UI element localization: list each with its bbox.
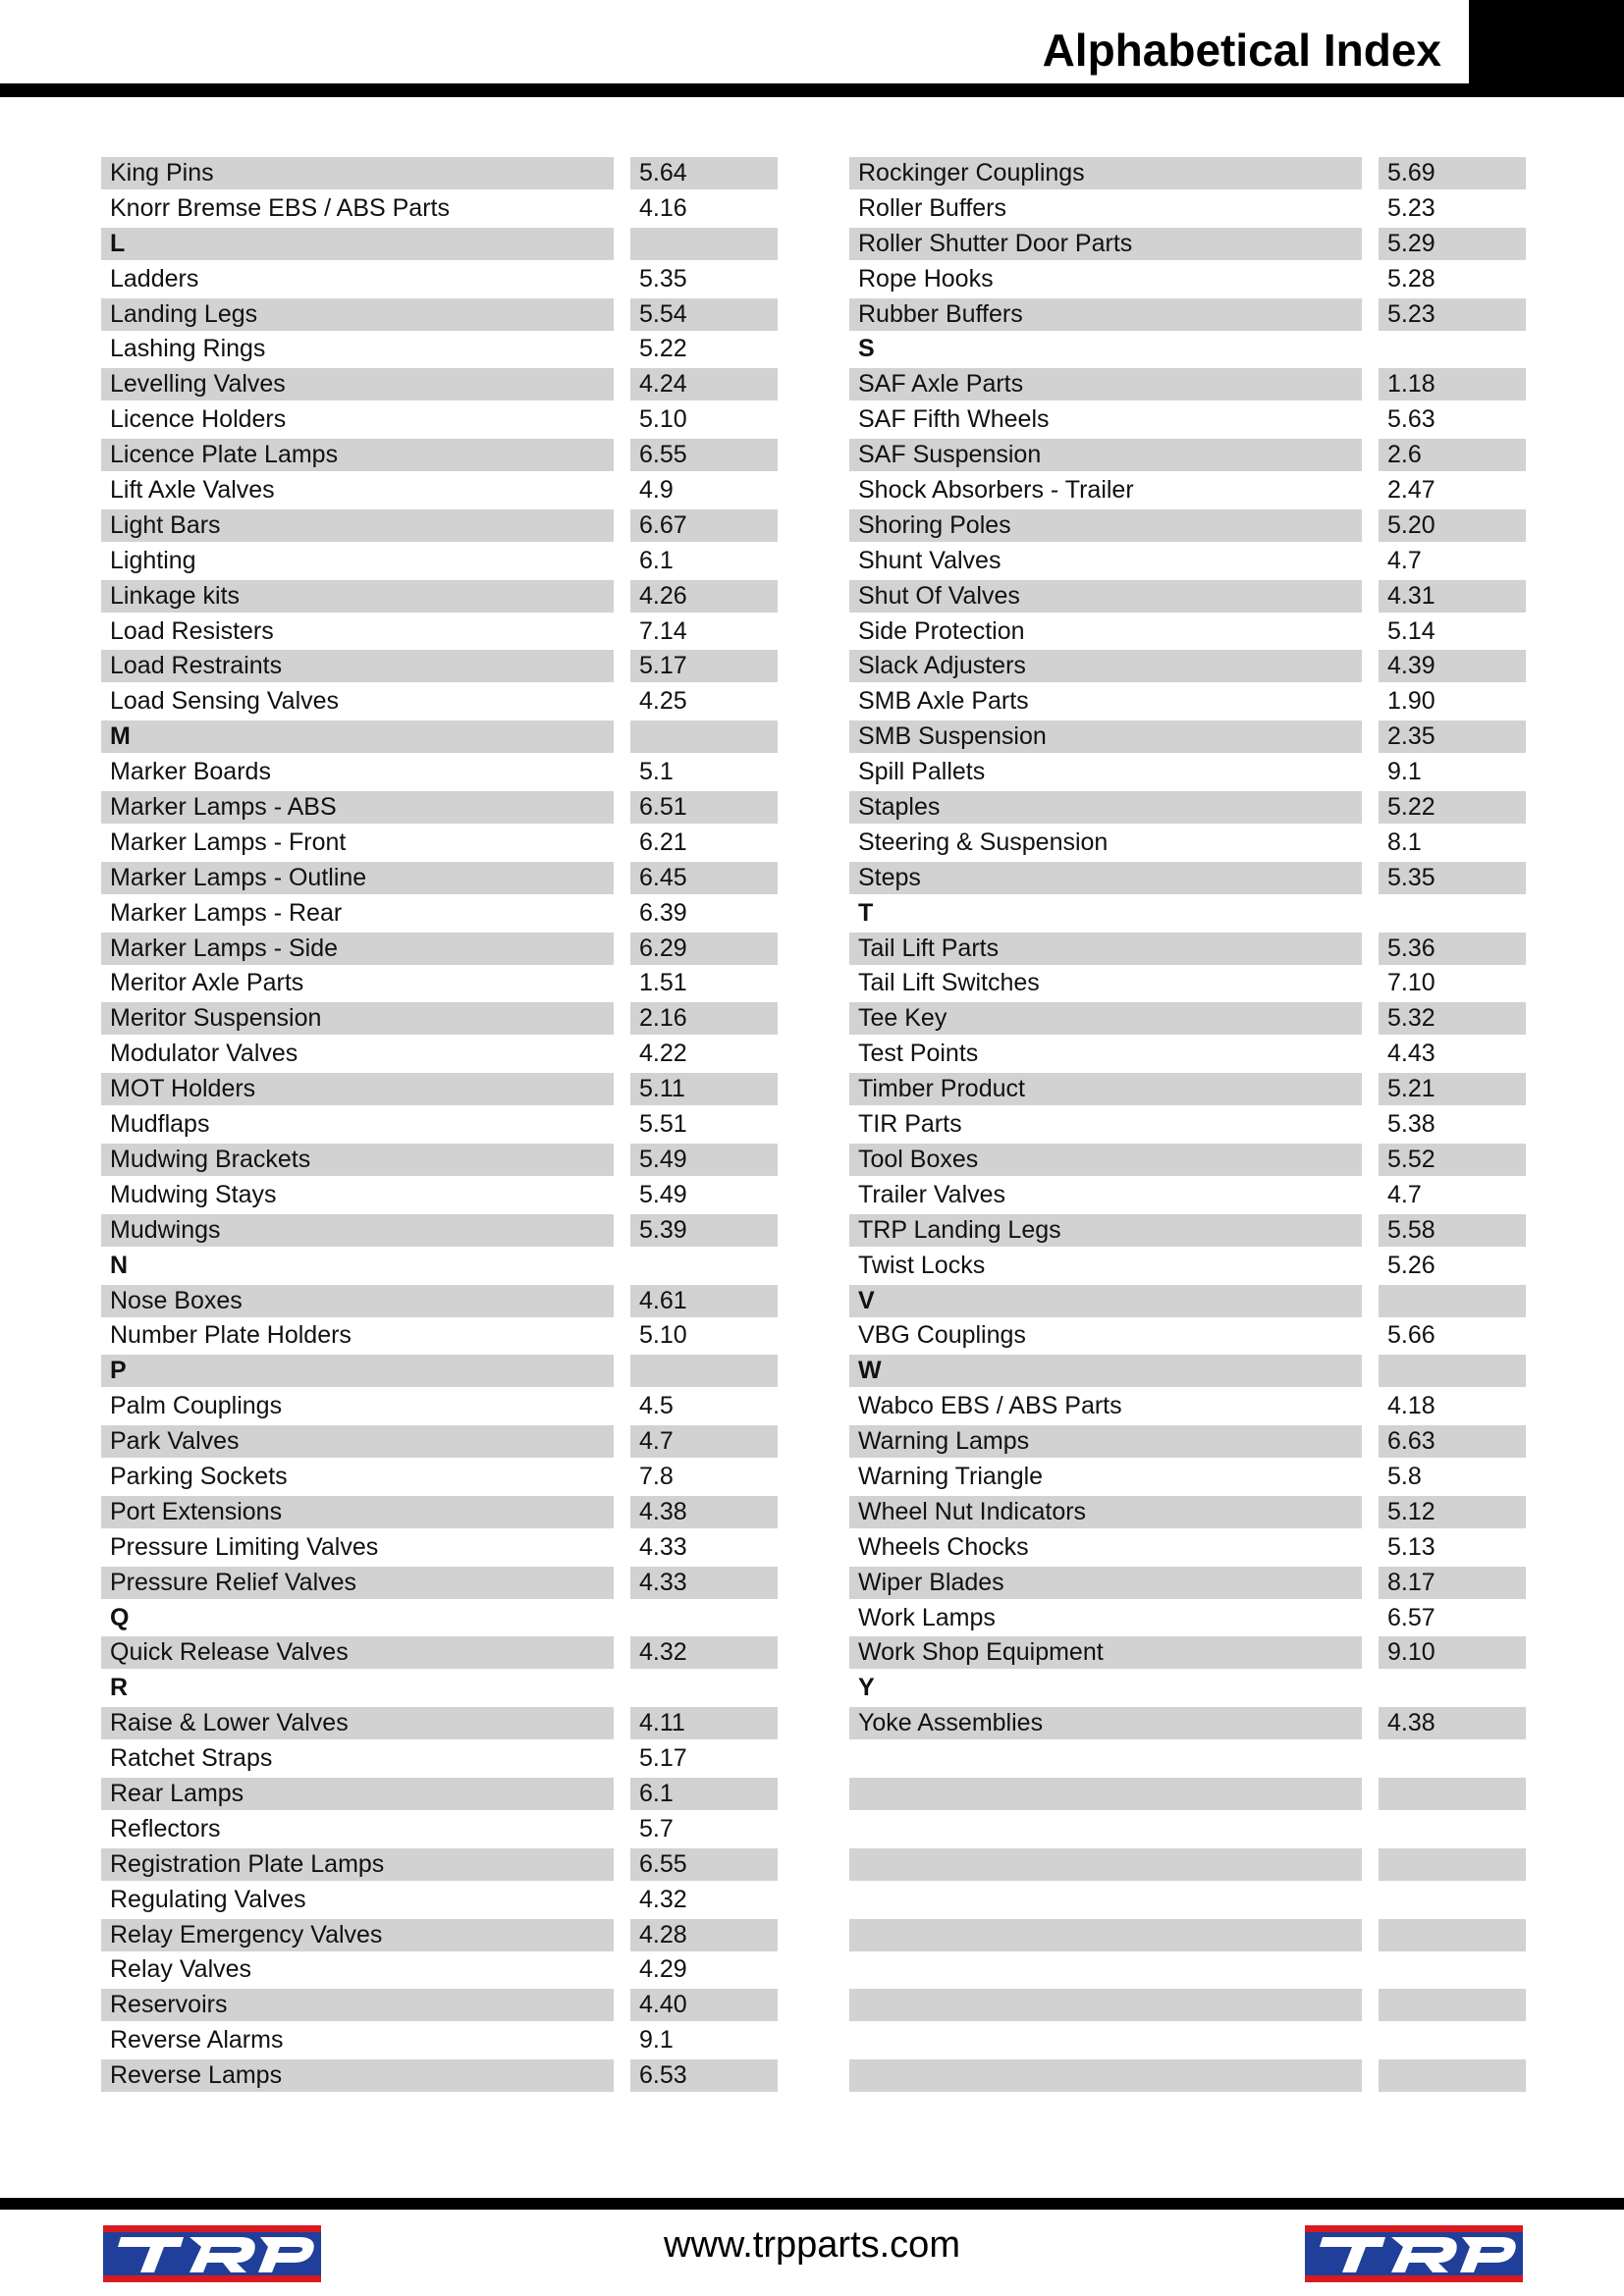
index-entry-page: 6.51: [630, 791, 778, 824]
index-entry-page: 5.38: [1387, 1110, 1435, 1139]
index-entry-name: Reservoirs: [101, 1989, 614, 2021]
index-entry-page: 4.28: [630, 1919, 778, 1951]
index-entry-name: SAF Suspension: [849, 439, 1362, 471]
index-entry-name: Marker Lamps - Rear: [110, 898, 343, 927]
index-entry-name: Spill Pallets: [858, 758, 986, 786]
index-entry-page: 4.43: [1387, 1040, 1435, 1068]
index-entry-page: 5.49: [639, 1180, 687, 1208]
index-entry-name: Shock Absorbers - Trailer: [858, 476, 1134, 505]
index-entry-name: Nose Boxes: [101, 1285, 614, 1317]
index-entry-page: 6.55: [630, 439, 778, 471]
index-entry-name: Rockinger Couplings: [849, 157, 1362, 189]
index-entry-name: Load Resisters: [110, 616, 274, 645]
index-entry-name: Palm Couplings: [110, 1392, 283, 1420]
index-entry-name: Mudwings: [101, 1214, 614, 1247]
index-entry-page: 4.29: [639, 1955, 687, 1984]
index-entry-page: 5.22: [639, 335, 687, 363]
index-entry-page: 5.36: [1379, 933, 1526, 965]
index-entry-name: VBG Couplings: [858, 1321, 1026, 1350]
index-entry-name: SMB Suspension: [849, 721, 1362, 753]
index-entry-page: 4.38: [1379, 1707, 1526, 1739]
index-entry-name: Marker Boards: [110, 758, 271, 786]
index-entry-page: 4.26: [630, 580, 778, 613]
index-entry-name: Roller Buffers: [858, 193, 1006, 222]
index-entry-name: Licence Plate Lamps: [101, 439, 614, 471]
index-entry-page: [1379, 1778, 1526, 1810]
index-entry-name: Raise & Lower Valves: [101, 1707, 614, 1739]
index-entry-page: 5.32: [1379, 1002, 1526, 1035]
index-entry-page: 6.1: [639, 546, 674, 574]
footer-website-url[interactable]: www.trpparts.com: [664, 2224, 960, 2266]
index-letter-heading: W: [849, 1355, 1362, 1387]
index-entry-page: [630, 228, 778, 260]
index-entry-page: 4.40: [630, 1989, 778, 2021]
index-entry-name: Linkage kits: [101, 580, 614, 613]
index-entry-page: [1379, 2024, 1526, 2056]
index-entry-page: 5.17: [639, 1744, 687, 1773]
index-entry-page: 4.11: [630, 1707, 778, 1739]
index-entry-page: 4.32: [639, 1885, 687, 1913]
index-entry-page: 5.8: [1387, 1462, 1422, 1490]
index-entry-page: 5.39: [630, 1214, 778, 1247]
index-entry-page: [1379, 1919, 1526, 1951]
index-entry-name: Yoke Assemblies: [849, 1707, 1362, 1739]
index-entry-page: [1379, 1672, 1526, 1704]
index-entry-page: 6.67: [630, 509, 778, 542]
index-entry-name: SMB Axle Parts: [858, 687, 1029, 716]
index-entry-page: 2.6: [1379, 439, 1526, 471]
index-letter-heading: V: [849, 1285, 1362, 1317]
index-entry-page: 5.1: [639, 758, 674, 786]
index-entry-page: 4.9: [639, 476, 674, 505]
index-entry-page: 6.45: [630, 862, 778, 894]
index-entry-page: 4.5: [639, 1392, 674, 1420]
index-entry-page: 7.14: [639, 616, 687, 645]
index-entry-name: [849, 2024, 1362, 2056]
index-entry-page: 5.21: [1379, 1073, 1526, 1105]
index-entry-page: [1379, 1742, 1526, 1775]
index-entry-page: 4.39: [1379, 650, 1526, 682]
index-entry-name: Work Shop Equipment: [849, 1636, 1362, 1669]
index-entry-page: 5.28: [1387, 264, 1435, 293]
index-entry-page: 5.23: [1379, 298, 1526, 331]
index-entry-name: [849, 1989, 1362, 2021]
index-entry-name: Wheel Nut Indicators: [849, 1496, 1362, 1528]
index-entry-page: 5.22: [1379, 791, 1526, 824]
index-entry-page: 5.11: [630, 1073, 778, 1105]
index-entry-page: 4.7: [1387, 1180, 1422, 1208]
index-entry-name: Twist Locks: [858, 1251, 986, 1279]
index-entry-page: 6.29: [630, 933, 778, 965]
index-entry-name: Lashing Rings: [110, 335, 266, 363]
index-entry-page: [630, 1672, 778, 1704]
index-entry-page: 4.7: [630, 1425, 778, 1458]
index-entry-name: Mudwing Brackets: [101, 1144, 614, 1176]
index-entry-name: [849, 1742, 1362, 1775]
index-entry-name: Lighting: [110, 546, 196, 574]
index-entry-page: [1379, 333, 1526, 365]
index-entry-name: Knorr Bremse EBS / ABS Parts: [110, 193, 450, 222]
index-entry-page: 5.49: [630, 1144, 778, 1176]
index-entry-name: Trailer Valves: [858, 1180, 1006, 1208]
index-entry-name: Ratchet Straps: [110, 1744, 273, 1773]
index-entry-page: 5.64: [630, 157, 778, 189]
index-entry-name: Pressure Relief Valves: [101, 1567, 614, 1599]
index-entry-page: 5.52: [1379, 1144, 1526, 1176]
index-entry-page: 9.1: [1387, 758, 1422, 786]
index-entry-page: 5.29: [1379, 228, 1526, 260]
index-entry-page: 6.1: [630, 1778, 778, 1810]
index-entry-page: 5.69: [1379, 157, 1526, 189]
index-entry-page: [1379, 1848, 1526, 1881]
index-letter-heading: Q: [110, 1603, 130, 1631]
index-entry-name: Slack Adjusters: [849, 650, 1362, 682]
index-entry-name: Staples: [849, 791, 1362, 824]
index-entry-page: 4.61: [630, 1285, 778, 1317]
index-entry-name: Reverse Alarms: [110, 2026, 284, 2055]
index-entry-name: SAF Axle Parts: [849, 368, 1362, 400]
index-entry-page: 1.51: [639, 969, 687, 997]
index-letter-heading: Y: [858, 1674, 875, 1702]
index-entry-name: Lift Axle Valves: [110, 476, 275, 505]
page-title: Alphabetical Index: [1042, 25, 1441, 76]
index-letter-heading: P: [101, 1355, 614, 1387]
index-entry-name: TIR Parts: [858, 1110, 962, 1139]
index-entry-page: [1379, 2059, 1526, 2092]
index-entry-page: 7.8: [639, 1462, 674, 1490]
index-entry-name: Wiper Blades: [849, 1567, 1362, 1599]
index-entry-page: 7.10: [1387, 969, 1435, 997]
index-entry-name: Test Points: [858, 1040, 979, 1068]
index-entry-page: 4.7: [1387, 546, 1422, 574]
index-entry-page: 5.14: [1387, 616, 1435, 645]
index-entry-name: Quick Release Valves: [101, 1636, 614, 1669]
index-entry-name: Marker Lamps - Front: [110, 828, 347, 856]
index-letter-heading: L: [101, 228, 614, 260]
index-entry-name: Rubber Buffers: [849, 298, 1362, 331]
index-entry-page: [1379, 1989, 1526, 2021]
index-entry-page: 4.31: [1379, 580, 1526, 613]
index-entry-page: 5.10: [639, 1321, 687, 1350]
index-entry-name: Timber Product: [849, 1073, 1362, 1105]
index-entry-page: [630, 721, 778, 753]
index-entry-name: Tee Key: [849, 1002, 1362, 1035]
index-entry-name: Park Valves: [101, 1425, 614, 1458]
index-entry-page: 5.35: [639, 264, 687, 293]
index-entry-page: 4.18: [1387, 1392, 1435, 1420]
index-entry-name: TRP Landing Legs: [849, 1214, 1362, 1247]
index-entry-page: [1379, 1884, 1526, 1916]
index-entry-page: 4.22: [639, 1040, 687, 1068]
index-entry-name: Marker Lamps - Outline: [101, 862, 614, 894]
index-entry-name: Modulator Valves: [110, 1040, 298, 1068]
index-entry-page: 6.21: [639, 828, 687, 856]
index-entry-name: [849, 1884, 1362, 1916]
index-letter-heading: T: [858, 898, 874, 927]
index-entry-name: Marker Lamps - Side: [101, 933, 614, 965]
index-entry-page: 2.35: [1379, 721, 1526, 753]
index-entry-name: Pressure Limiting Valves: [110, 1532, 379, 1561]
index-letter-heading: M: [101, 721, 614, 753]
index-entry-page: [1379, 1285, 1526, 1317]
index-entry-name: King Pins: [101, 157, 614, 189]
index-entry-name: Tail Lift Parts: [849, 933, 1362, 965]
index-entry-name: Landing Legs: [101, 298, 614, 331]
index-entry-page: 6.39: [639, 898, 687, 927]
index-letter-heading: N: [110, 1251, 129, 1279]
index-entry-page: 6.53: [630, 2059, 778, 2092]
index-entry-name: Ladders: [110, 264, 199, 293]
index-entry-page: 5.13: [1387, 1532, 1435, 1561]
index-entry-name: Work Lamps: [858, 1603, 996, 1631]
index-entry-page: [1379, 897, 1526, 930]
index-entry-name: Reflectors: [110, 1814, 221, 1842]
index-entry-page: [630, 1602, 778, 1634]
index-entry-page: 9.1: [639, 2026, 674, 2055]
index-entry-name: Port Extensions: [101, 1496, 614, 1528]
index-entry-page: 5.58: [1379, 1214, 1526, 1247]
index-entry-page: 8.17: [1379, 1567, 1526, 1599]
index-entry-name: Load Restraints: [101, 650, 614, 682]
index-entry-name: [849, 1778, 1362, 1810]
index-letter-heading: R: [110, 1674, 129, 1702]
index-entry-name: Load Sensing Valves: [110, 687, 340, 716]
index-entry-page: [630, 1355, 778, 1387]
index-entry-name: [849, 1919, 1362, 1951]
index-entry-page: 5.51: [639, 1110, 687, 1139]
index-entry-name: [849, 2059, 1362, 2092]
index-entry-page: 4.33: [639, 1532, 687, 1561]
index-entry-page: [1379, 1355, 1526, 1387]
index-entry-page: 5.17: [630, 650, 778, 682]
index-entry-name: Roller Shutter Door Parts: [849, 228, 1362, 260]
index-entry-name: Marker Lamps - ABS: [101, 791, 614, 824]
index-entry-page: 1.90: [1387, 687, 1435, 716]
index-entry-name: Number Plate Holders: [110, 1321, 352, 1350]
index-entry-name: Registration Plate Lamps: [101, 1848, 614, 1881]
index-entry-name: Side Protection: [858, 616, 1025, 645]
index-entry-page: 6.63: [1379, 1425, 1526, 1458]
index-entry-page: [630, 1250, 778, 1282]
index-entry-page: 4.16: [639, 193, 687, 222]
index-entry-page: 6.57: [1387, 1603, 1435, 1631]
index-entry-name: Relay Emergency Valves: [101, 1919, 614, 1951]
index-entry-page: 5.12: [1379, 1496, 1526, 1528]
index-entry-page: 5.10: [639, 405, 687, 434]
index-entry-name: [849, 1848, 1362, 1881]
index-entry-name: Relay Valves: [110, 1955, 252, 1984]
index-entry-page: 5.66: [1387, 1321, 1435, 1350]
index-entry-name: Levelling Valves: [101, 368, 614, 400]
index-entry-name: SAF Fifth Wheels: [858, 405, 1050, 434]
index-entry-page: 5.35: [1379, 862, 1526, 894]
index-entry-page: [1379, 1953, 1526, 1986]
index-entry-name: Tool Boxes: [849, 1144, 1362, 1176]
index-entry-name: Shunt Valves: [858, 546, 1001, 574]
index-entry-page: 5.54: [630, 298, 778, 331]
index-entry-name: Rear Lamps: [101, 1778, 614, 1810]
index-entry-page: 4.24: [630, 368, 778, 400]
footer-rule: [0, 2198, 1624, 2210]
index-entry-page: 5.63: [1387, 405, 1435, 434]
index-entry-name: Wheels Chocks: [858, 1532, 1029, 1561]
index-entry-name: Mudflaps: [110, 1110, 210, 1139]
index-entry-name: Shut Of Valves: [849, 580, 1362, 613]
index-entry-page: 4.25: [639, 687, 687, 716]
index-entry-name: Parking Sockets: [110, 1462, 288, 1490]
index-entry-name: Warning Triangle: [858, 1462, 1044, 1490]
index-entry-page: 8.1: [1387, 828, 1422, 856]
index-entry-page: 5.26: [1387, 1251, 1435, 1279]
index-entry-name: Shoring Poles: [849, 509, 1362, 542]
index-entry-name: Warning Lamps: [849, 1425, 1362, 1458]
index-entry-page: [1379, 1813, 1526, 1845]
index-entry-name: Regulating Valves: [110, 1885, 306, 1913]
index-entry-name: Steps: [849, 862, 1362, 894]
index-entry-name: Meritor Suspension: [101, 1002, 614, 1035]
index-entry-name: Reverse Lamps: [101, 2059, 614, 2092]
index-entry-page: 6.55: [630, 1848, 778, 1881]
index-entry-name: Tail Lift Switches: [858, 969, 1040, 997]
index-entry-page: 9.10: [1379, 1636, 1526, 1669]
index-entry-page: 5.23: [1387, 193, 1435, 222]
index-entry-name: Licence Holders: [110, 405, 287, 434]
header-rule: [0, 83, 1624, 97]
index-entry-name: [849, 1813, 1362, 1845]
index-entry-name: Wabco EBS / ABS Parts: [858, 1392, 1122, 1420]
index-entry-page: 5.20: [1379, 509, 1526, 542]
trp-logo-right: [1305, 2225, 1523, 2282]
index-letter-heading: S: [858, 335, 875, 363]
index-entry-page: 2.16: [630, 1002, 778, 1035]
index-entry-name: Mudwing Stays: [110, 1180, 277, 1208]
index-entry-page: 4.33: [630, 1567, 778, 1599]
index-entry-name: Light Bars: [101, 509, 614, 542]
index-entry-name: [849, 1953, 1362, 1986]
index-entry-page: 4.38: [630, 1496, 778, 1528]
index-entry-name: Rope Hooks: [858, 264, 994, 293]
index-entry-page: 5.7: [639, 1814, 674, 1842]
index-entry-name: Steering & Suspension: [858, 828, 1109, 856]
index-entry-name: Meritor Axle Parts: [110, 969, 304, 997]
index-entry-name: MOT Holders: [101, 1073, 614, 1105]
index-entry-page: 1.18: [1379, 368, 1526, 400]
index-entry-page: 4.32: [630, 1636, 778, 1669]
index-entry-page: 2.47: [1387, 476, 1435, 505]
